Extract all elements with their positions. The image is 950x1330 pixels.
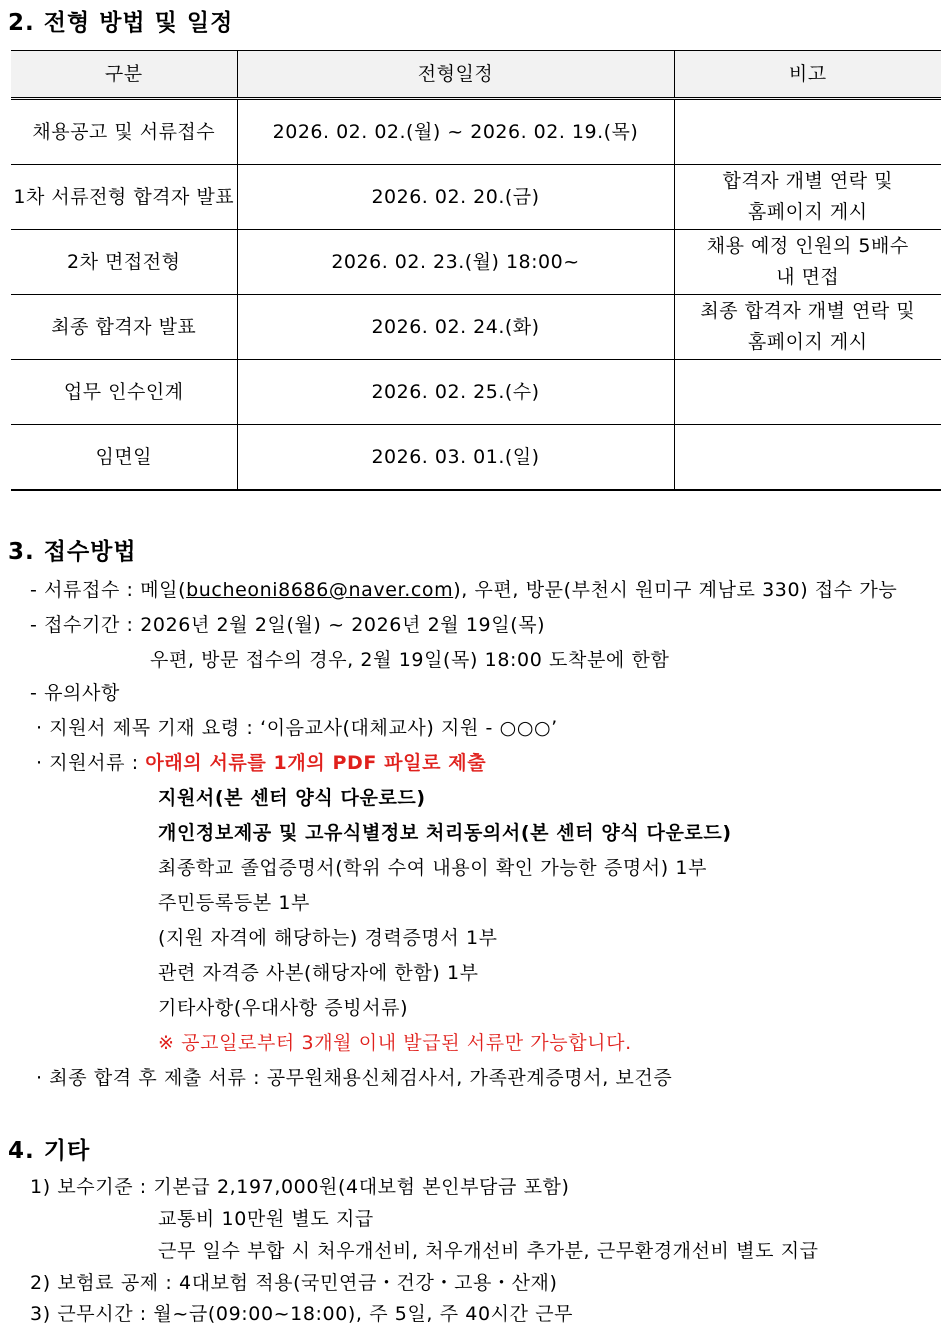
insurance-line: 2) 보험료 공제 : 4대보험 적용(국민연금・건강・고용・산재) — [30, 1272, 558, 1294]
table-row — [11, 230, 941, 295]
table-row — [11, 360, 941, 425]
row-category: 2차 면접전형 — [11, 230, 237, 295]
row-category: 1차 서류전형 합격자 발표 — [11, 165, 237, 230]
hours-line: 3) 근무시간 : 월~금(09:00~18:00), 주 5일, 주 40시간 근무 — [30, 1303, 574, 1325]
doc-item: 관련 자격증 사본(해당자에 한함) 1부 — [158, 962, 479, 984]
row-category: 업무 인수인계 — [11, 360, 237, 425]
header-schedule: 전형일정 — [237, 51, 674, 99]
receipt-line: - 서류접수 : 메일(bucheoni8686@naver.com), 우편, 방문(부천시 원미구 계남로 330) 접수 가능 — [30, 579, 898, 601]
section-title-application: 3. 접수방법 — [8, 539, 137, 565]
row-schedule: 2026. 02. 20.(금) — [237, 165, 674, 230]
table-header-row — [11, 51, 941, 99]
row-note: 채용 예정 인원의 5배수 내 면접 — [674, 230, 941, 295]
row-note: 합격자 개별 연락 및 홈페이지 게시 — [674, 165, 941, 230]
row-schedule: 2026. 03. 01.(일) — [237, 425, 674, 491]
pay-line: 교통비 10만원 별도 지급 — [158, 1208, 374, 1230]
row-category: 임면일 — [11, 425, 237, 491]
doc-notice: ※ 공고일로부터 3개월 이내 발급된 서류만 가능합니다. — [158, 1032, 632, 1054]
email-link[interactable]: bucheoni8686@naver.com — [186, 579, 454, 601]
doc-item: 개인정보제공 및 고유식별정보 처리동의서(본 센터 양식 다운로드) — [158, 822, 732, 844]
docs-highlight: 아래의 서류를 1개의 PDF 파일로 제출 — [145, 752, 487, 774]
final-docs-line: · 최종 합격 후 제출 서류 : 공무원채용신체검사서, 가족관계증명서, 보건증 — [36, 1067, 673, 1089]
period-line: - 접수기간 : 2026년 2월 2일(월) ~ 2026년 2월 19일(목) — [30, 614, 546, 636]
period-note: 우편, 방문 접수의 경우, 2월 19일(목) 18:00 도착분에 한함 — [150, 649, 670, 671]
row-schedule: 2026. 02. 24.(화) — [237, 295, 674, 360]
header-note: 비고 — [674, 51, 941, 99]
row-category: 최종 합격자 발표 — [11, 295, 237, 360]
section-title-etc: 4. 기타 — [8, 1138, 91, 1164]
doc-item: 주민등록등본 1부 — [158, 892, 311, 914]
row-category: 채용공고 및 서류접수 — [11, 99, 237, 165]
row-note — [674, 425, 941, 491]
doc-item: 기타사항(우대사항 증빙서류) — [158, 997, 409, 1019]
doc-item: (지원 자격에 해당하는) 경력증명서 1부 — [158, 927, 498, 949]
doc-item: 지원서(본 센터 양식 다운로드) — [158, 787, 426, 809]
docs-line: · 지원서류 : 아래의 서류를 1개의 PDF 파일로 제출 — [36, 752, 487, 774]
doc-item: 최종학교 졸업증명서(학위 수여 내용이 확인 가능한 증명서) 1부 — [158, 857, 708, 879]
row-schedule: 2026. 02. 23.(월) 18:00~ — [237, 230, 674, 295]
notes-heading: - 유의사항 — [30, 682, 120, 704]
title-rule: · 지원서 제목 기재 요령 : ‘이음교사(대체교사) 지원 - ○○○’ — [36, 717, 558, 739]
header-category: 구분 — [11, 51, 237, 99]
table-row — [11, 295, 941, 360]
table-row — [11, 165, 941, 230]
row-note — [674, 99, 941, 165]
pay-line: 근무 일수 부합 시 처우개선비, 처우개선비 추가분, 근무환경개선비 별도 지급 — [158, 1240, 819, 1262]
row-note — [674, 360, 941, 425]
pay-line: 1) 보수기준 : 기본급 2,197,000원(4대보험 본인부담금 포함) — [30, 1176, 570, 1198]
table-row — [11, 425, 941, 491]
row-schedule: 2026. 02. 02.(월) ~ 2026. 02. 19.(목) — [237, 99, 674, 165]
section-title-schedule: 2. 전형 방법 및 일정 — [8, 10, 234, 36]
row-note: 최종 합격자 개별 연락 및 홈페이지 게시 — [674, 295, 941, 360]
table-row — [11, 99, 941, 165]
row-schedule: 2026. 02. 25.(수) — [237, 360, 674, 425]
schedule-table — [11, 50, 941, 491]
